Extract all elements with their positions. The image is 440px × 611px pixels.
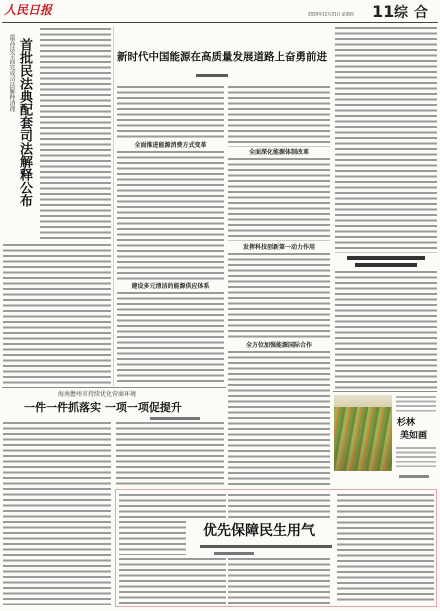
byline — [214, 552, 254, 555]
article-headline: 优先保障民生用气 — [203, 523, 315, 539]
issue-date: 2020年12月31日 星期四 — [308, 12, 354, 17]
section-name: 综合 — [394, 5, 434, 21]
photo-caption-title: 美如画 — [400, 431, 428, 441]
body-text-block — [228, 494, 330, 518]
byline — [150, 417, 200, 420]
article-civil-code — [2, 25, 113, 386]
section-heading: 全面深化能源体制改革 — [248, 149, 309, 156]
caption-text — [396, 396, 436, 414]
section-heading — [347, 256, 425, 260]
body-text-block — [335, 27, 437, 253]
body-text-block — [228, 253, 330, 340]
body-text-block — [228, 558, 330, 604]
article-subheadline — [200, 545, 332, 548]
body-text-block — [335, 271, 437, 389]
section-heading: 发挥科技创新第一动力作用 — [242, 244, 315, 251]
body-text-block — [3, 422, 111, 605]
photo-credit — [399, 475, 429, 478]
body-text-block — [228, 351, 330, 485]
body-text-block — [119, 558, 226, 604]
forest-photo — [334, 395, 392, 471]
column-rule — [113, 26, 114, 386]
article-kicker: 海南儋州市持续优化营商环境 — [58, 391, 137, 398]
body-text-block — [117, 86, 224, 140]
body-text-block — [228, 86, 330, 147]
body-text-block — [119, 494, 226, 518]
article-headline: 一件一件抓落实 一项一项促提升 — [24, 401, 182, 414]
article-headline: 首批民法典配套司法解释公布 — [17, 38, 32, 207]
byline — [196, 74, 228, 77]
section-heading: 全面推进能源消费方式变革 — [134, 142, 207, 149]
masthead — [0, 0, 440, 24]
article-subheadline: 最高法全面完成司法解释清理 — [8, 34, 15, 112]
article-headline: 新时代中国能源在高质量发展道路上奋勇前进 — [117, 51, 327, 63]
body-text-block — [3, 244, 111, 384]
body-text-block — [117, 151, 224, 280]
newspaper-logo: 人民日报 — [4, 3, 53, 17]
masthead-rule — [2, 22, 438, 23]
body-text-block — [119, 521, 186, 555]
caption-text — [396, 447, 436, 469]
body-text-block — [228, 158, 330, 241]
body-text-block — [116, 422, 224, 486]
article-gas-supply — [115, 489, 437, 607]
photo-feature — [333, 391, 438, 487]
page-number: 11 — [372, 2, 395, 21]
photo-caption-title: 杉林 — [397, 418, 416, 428]
body-text-block — [117, 292, 224, 384]
body-text-block — [337, 494, 434, 604]
body-text-block — [40, 28, 111, 240]
section-heading: 全方位加强能源国际合作 — [245, 342, 312, 349]
section-heading: 建设多元清洁的能源供应体系 — [131, 283, 210, 290]
section-heading — [355, 263, 417, 267]
